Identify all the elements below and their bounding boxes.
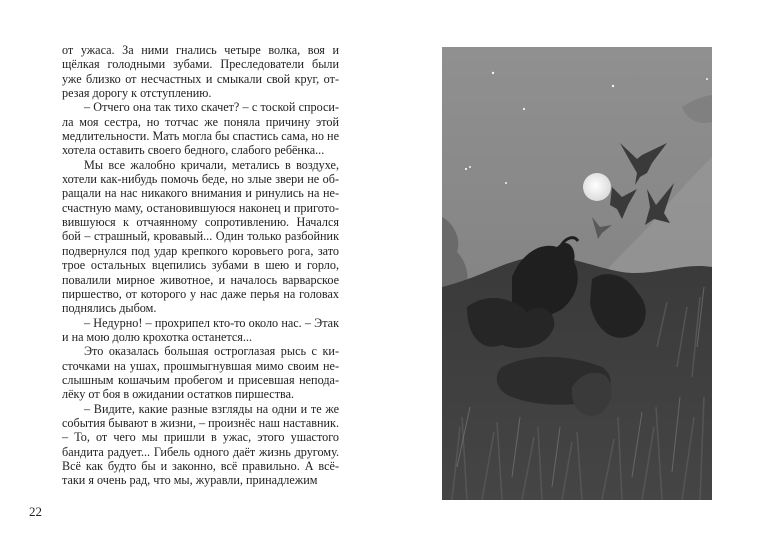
paragraph: – Недурно! – прохрипел кто-то около нас. – Этак и на мою долю крохотка останется... <box>62 315 339 344</box>
paragraph: Это оказалась большая остроглазая рысь с кисточками на ушах, прошмыгнувшая мимо своим неслышным кошачьим пробегом и присевшая неподалёку от боя в ожидании остатков пиршества. <box>62 344 339 402</box>
moon <box>583 173 611 201</box>
illustration <box>442 47 712 500</box>
paragraph: Мы все жалобно кричали, метались в воздухе, хотели как-нибудь помочь беде, но злые звери не обращали на нас никакого внимания и ринулись на несчастную маму, остановившуюся наконец и приготовившуюся к отчаянному сопротивлению. Начался бой – страшный, кровавый... Один только разбойник подвернулся под удар крепкого коровьего рога, зато трое остальных вцепились зубами в шею и горло, повалили мирное животное, и началось варварское пиршество, от которого у нас даже перья на головах поднялись дыбом. <box>62 157 339 316</box>
paragraph: – Отчего она так тихо скачет? – с тоской спросила моя сестра, но тотчас же поняла причину этой медлительности. Мать могла бы спастись сама, но не хотела оставить своего бедного, слабого ребёнка... <box>62 100 339 158</box>
paragraph: от ужаса. За ними гнались четыре волка, воя и щёлкая голодными зубами. Преследователи были уже близко от несчастных и смыкали свой круг, отрезая дорогу к отступлению. <box>62 43 339 101</box>
page-number: 22 <box>29 504 42 519</box>
paragraph: – Видите, какие разные взгляды на одни и те же события бывают в жизни, – произнёс наш наставник. – То, от чего мы пришли в ужас, этого ушастого бандита радует... Гибель одного даёт жизнь другому. Всё как будто бы и законно, всё правильно. А всётаки я очень рад, что мы, журавли, принадлежим <box>62 401 339 488</box>
text-column <box>62 43 339 488</box>
illustration-drawing <box>442 47 712 500</box>
